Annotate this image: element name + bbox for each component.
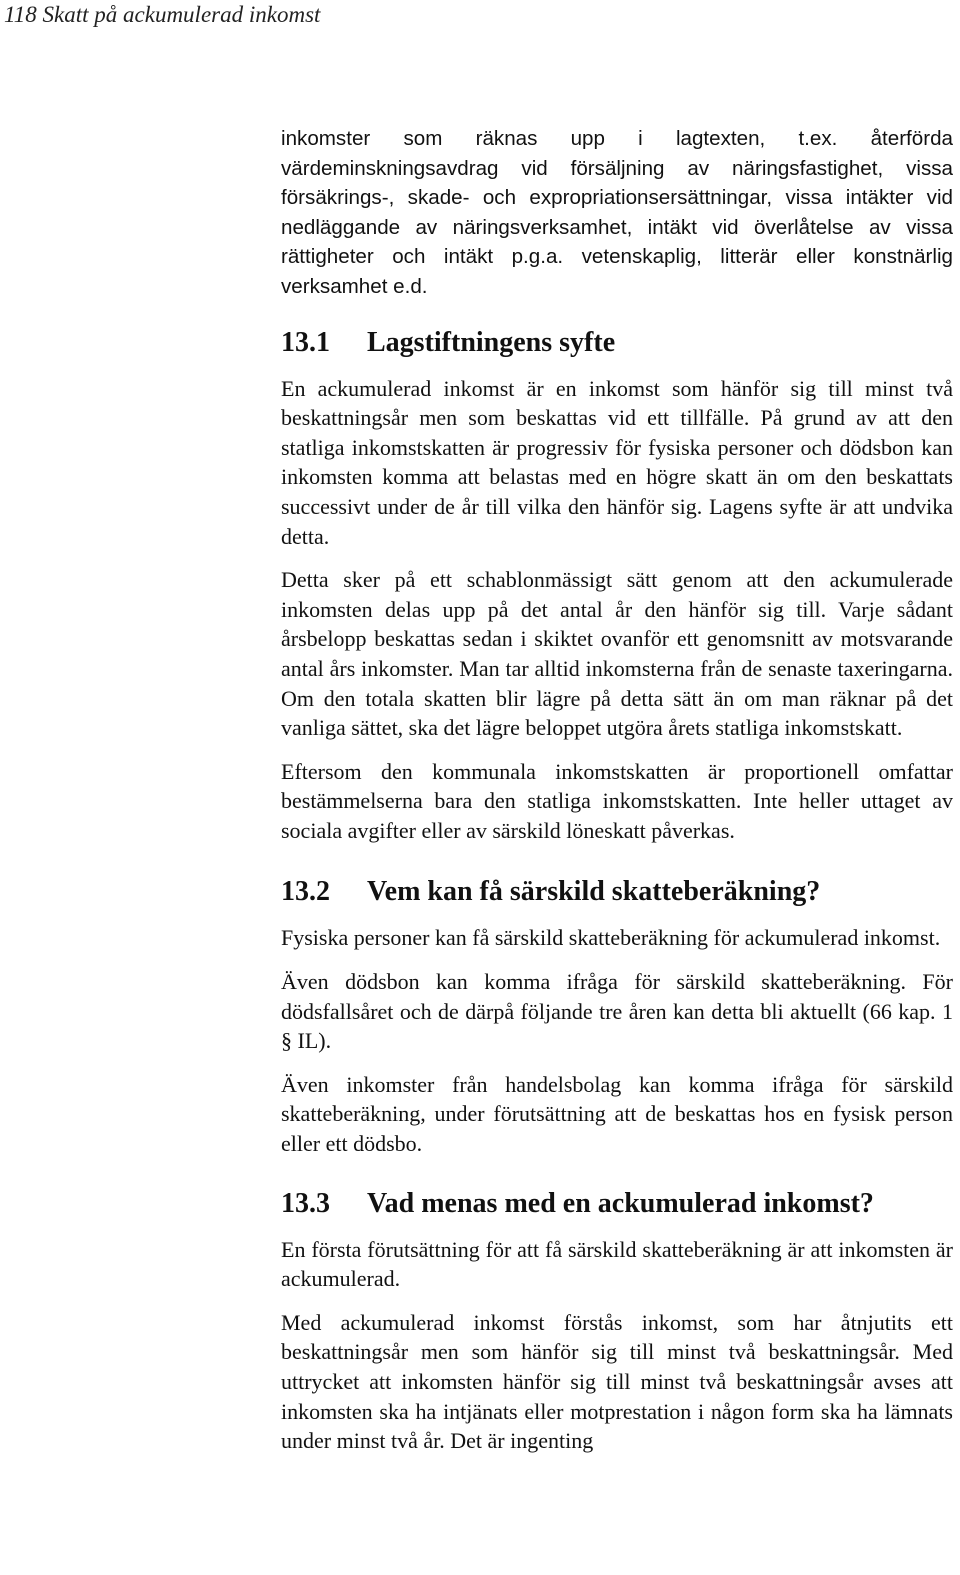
section-title: Lagstiftningens syfte [367,326,616,358]
running-header: 118 Skatt på ackumulerad inkomst [4,2,321,27]
paragraph: Detta sker på ett schablonmässigt sätt genom att den ackumulerade inkomsten delas upp på det antal år den hänför sig till. Varje sådant årsbelopp beskattas sedan i skiktet ovanför ett genomsnitt av motsvarande antal års inkomster. Man tar alltid inkomsterna från de senaste taxeringarna. Om den totala skatten blir lägre på detta sätt än om man räknar på det vanliga sättet, ska det lägre beloppet utgöra årets statliga inkomstskatt. [281,567,953,741]
section-title: Vem kan få särskild skatteberäkning? [367,876,821,908]
section-number: 13.2 [281,876,330,908]
section-number: 13.1 [281,326,330,358]
section-heading-13-2 [281,875,953,909]
paragraph: Fysiska personer kan få särskild skatteberäkning för ackumulerad inkomst. [281,925,941,951]
paragraph: En ackumulerad inkomst är en inkomst som hänför sig till minst två beskattningsår men som beskattas vid ett tillfälle. På grund av att den statliga inkomstskatten är progressiv för fysiska personer och dödsbon kan inkomsten komma att belastas med en högre skatt än om den beskattats successivt under de år till vilka den hänför sig. Lagens syfte är att undvika detta. [281,375,953,549]
paragraph: Eftersom den kommunala inkomstskatten är proportionell omfattar bestämmelserna bara den statliga inkomstskatten. Inte heller uttaget av sociala avgifter eller av särskild löneskatt påverkas. [281,758,953,843]
section-heading-13-3 [281,1187,953,1221]
paragraph: En första förutsättning för att få särskild skatteberäkning är att inkomsten är ackumulerad. [281,1236,953,1292]
paragraph: Med ackumulerad inkomst förstås inkomst, som har åtnjutits ett beskattningsår men som hänför sig till minst två beskattningsår. Med uttrycket att inkomsten hänför sig till minst två beskattningsår avses att inkomsten ska ha intjänats eller motprestation i någon form ska ha lämnats under minst två år. Det är ingenting [281,1309,953,1454]
page-body [281,124,953,1456]
paragraph: Även dödsbon kan komma ifråga för särskild skatteberäkning. För dödsfallsåret och de därpå följande tre åren kan detta bli aktuellt (66 kap. 1 § IL). [281,969,953,1054]
section-title: Vad menas med en ackumulerad inkomst? [367,1187,874,1219]
section-heading-13-1 [281,326,953,360]
paragraph: Även inkomster från handelsbolag kan komma ifråga för särskild skatteberäkning, under förutsättning att de beskattas hos en fysisk person eller ett dödsbo. [281,1071,953,1157]
section-number: 13.3 [281,1187,330,1219]
intro-paragraph: inkomster som räknas upp i lagtexten, t.ex. återförda värdeminskningsavdrag vid försäljning av näringsfastighet, vissa försäkrings-, skade- och expropriationsersättningar, vissa intäkter vid nedläggande av näringsverksamhet, intäkt vid överlåtelse av vissa rättigheter och intäkt p.g.a. vetenskaplig, litterär eller konstnärlig verksamhet e.d. [281,127,953,298]
